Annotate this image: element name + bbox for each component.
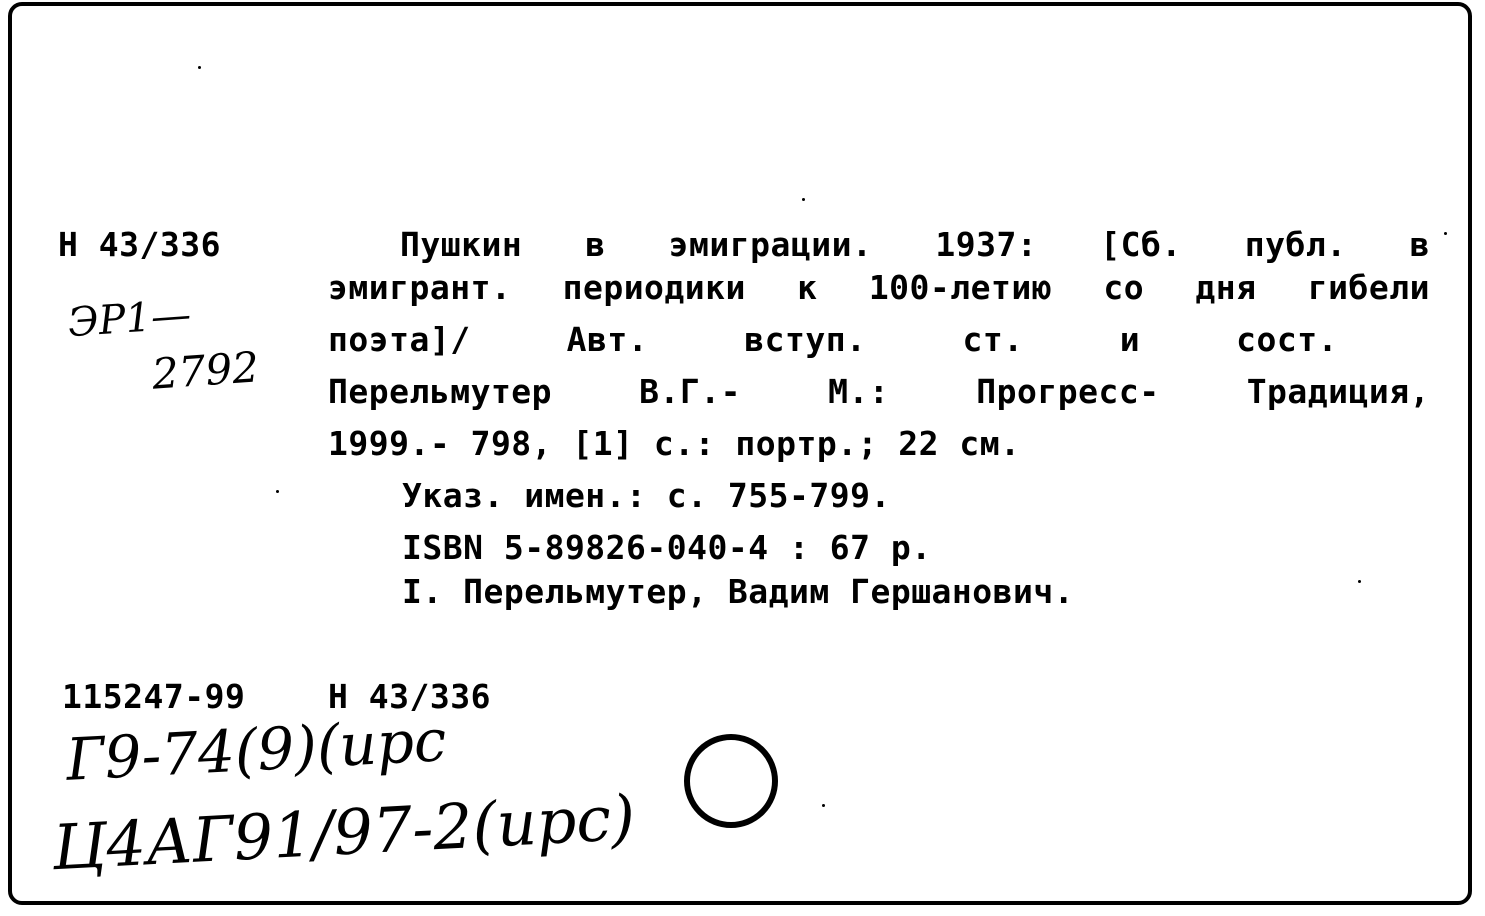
index-note: Указ. имен.: с. 755-799. (402, 476, 891, 515)
entry-line-4: Перельмутер В.Г.- М.: Прогресс- Традиция, (328, 372, 1430, 411)
handwritten-class-1: Г9-74(9)(ирс (64, 706, 448, 794)
punch-hole-icon (676, 726, 786, 836)
entry-line-5: 1999.- 798, [1] с.: портр.; 22 см. (328, 424, 1021, 463)
entry-line-3: поэта]/ Авт. вступ. ст. и сост. (328, 320, 1338, 359)
handwritten-ref-bottom: 2792 (150, 342, 261, 399)
scan-speck (198, 66, 201, 69)
scan-speck (822, 804, 825, 807)
footer-call-number: Н 43/336 (328, 677, 491, 716)
scan-speck (1444, 232, 1447, 235)
accession-number: 115247-99 (62, 677, 246, 716)
scan-speck (276, 490, 279, 493)
handwritten-class-2: Ц4АГ91/97-2(ирс) (50, 780, 637, 885)
entry-line-1: Пушкин в эмиграции. 1937: [Сб. публ. в (400, 225, 1430, 264)
entry-line-2: эмигрант. периодики к 100-летию со дня гибели (328, 268, 1430, 307)
handwritten-ref-top: ЭР1— (66, 291, 193, 347)
call-number: Н 43/336 (58, 225, 221, 264)
scan-speck (802, 198, 805, 201)
added-entry: I. Перельмутер, Вадим Гершанович. (402, 572, 1075, 611)
scan-speck (1358, 580, 1361, 583)
catalog-card (8, 2, 1472, 905)
isbn-line: ISBN 5-89826-040-4 : 67 р. (402, 528, 932, 567)
